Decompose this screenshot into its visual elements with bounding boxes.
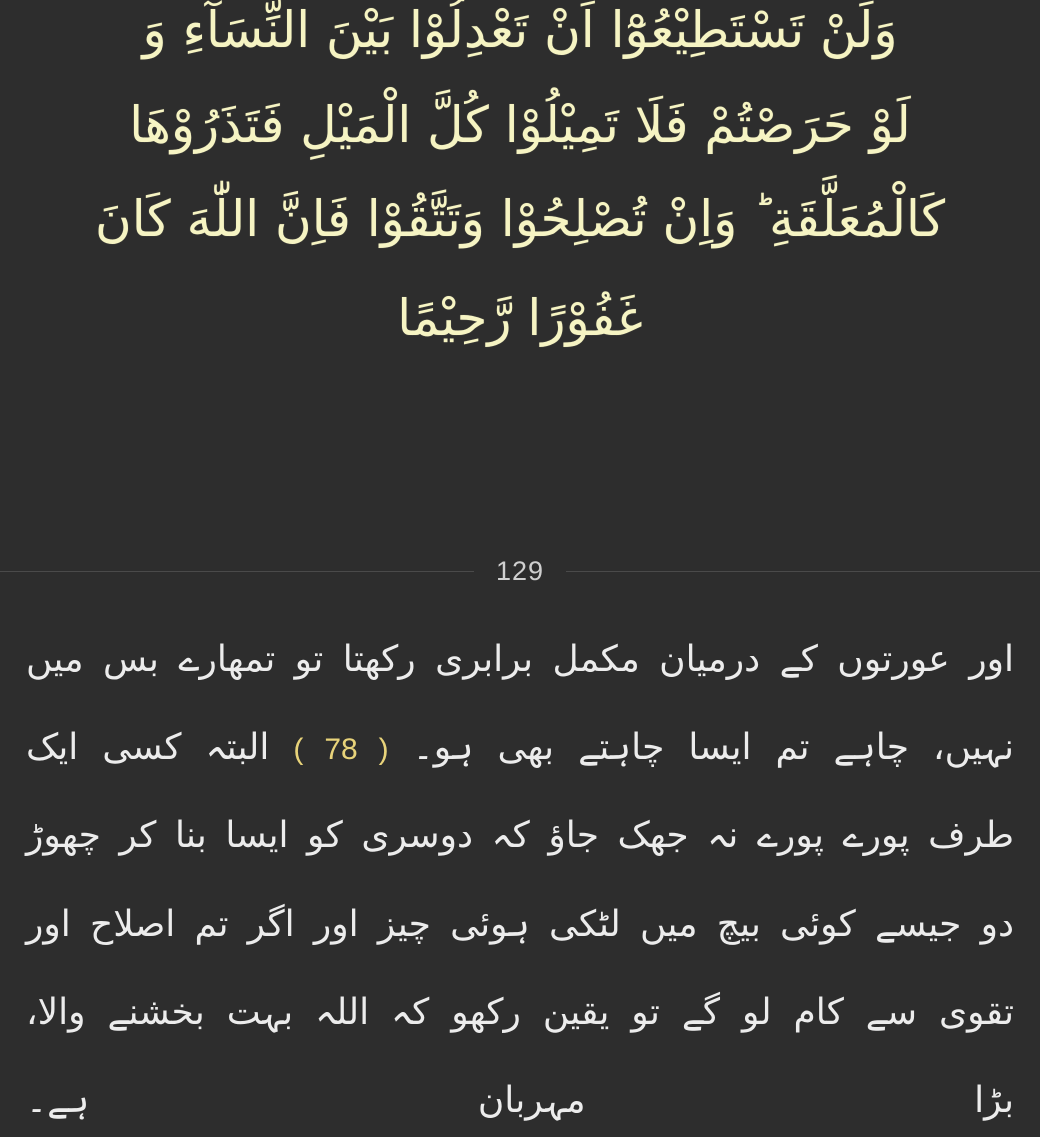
arabic-verse-block <box>0 0 1040 548</box>
urdu-translation-block <box>0 594 1040 1137</box>
arabic-line-2: لَوْ حَرَصْتُمْ فَلَا تَمِيْلُوْا كُلَّ الْمَيْلِ فَتَذَرُوْهَا <box>129 95 911 154</box>
translation-text-after-marker: البتہ کسی ایک طرف پورے پورے نہ جھک جاؤ کہ دوسری کو ایسا بنا کر چھوڑ دو جیسے کوئی بیچ میں لٹکی ہوئی چیز اور اگر تم اصلاح اور تقوی سے کام لو گے تو یقین رکھو کہ اللہ بہت بخشنے والا، بڑا مہربان ہے۔ <box>26 727 1014 1121</box>
arabic-line-4: غَفُوْرًا رَّحِيْمًا <box>397 288 643 347</box>
arabic-line-1: وَلَنْ تَسْتَطِيْعُوْٓا اَنْ تَعْدِلُوْا بَيْنَ النِّسَآءِ وَ <box>142 1 898 59</box>
translation-text-before-marker: اور عورتوں کے درمیان مکمل برابری رکھتا تو تمھارے بس میں نہیں، چاہے تم ایسا چاہتے بھی ہو۔ <box>26 639 1014 769</box>
arabic-line-3: كَالْمُعَلَّقَةِ ؕ وَاِنْ تُصْلِحُوْا وَتَتَّقُوْا فَاِنَّ اللّٰهَ كَانَ <box>94 190 946 248</box>
page-number-divider <box>0 548 1040 594</box>
page-number: 129 <box>474 556 566 587</box>
ayah-number-marker: ( 78 ) <box>293 733 389 767</box>
